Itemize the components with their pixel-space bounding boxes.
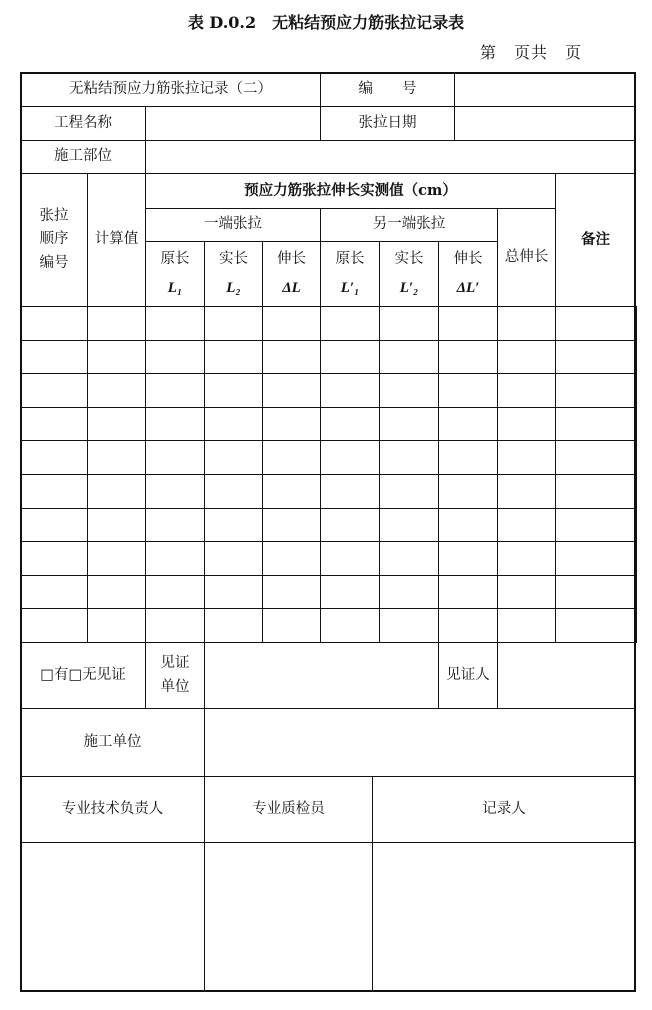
- table-cell[interactable]: [145, 508, 205, 543]
- construction-part-field[interactable]: [145, 140, 636, 174]
- table-cell[interactable]: [497, 407, 556, 442]
- table-cell[interactable]: [262, 541, 321, 576]
- page-number: 第 页共 页: [480, 43, 583, 62]
- table-cell[interactable]: [379, 575, 439, 610]
- sub-column-symbol: L′₂: [399, 279, 419, 296]
- calculated-value-header: 计算值: [87, 173, 146, 307]
- qc-inspector-label: 专业质检员: [204, 776, 373, 843]
- table-cell[interactable]: [379, 373, 439, 408]
- table-cell[interactable]: [438, 541, 498, 576]
- table-cell[interactable]: [555, 508, 637, 543]
- table-cell[interactable]: [204, 541, 263, 576]
- other-end-tension-header: 另一端张拉: [320, 208, 498, 242]
- table-cell[interactable]: [87, 608, 146, 643]
- table-cell[interactable]: [204, 474, 263, 509]
- table-cell[interactable]: [379, 608, 439, 643]
- table-cell[interactable]: [20, 440, 88, 475]
- table-cell[interactable]: [145, 373, 205, 408]
- table-cell[interactable]: [497, 575, 556, 610]
- table-cell[interactable]: [555, 407, 637, 442]
- sequence-label-line: 张拉: [39, 208, 69, 225]
- table-cell[interactable]: [87, 340, 146, 375]
- table-cell[interactable]: [438, 608, 498, 643]
- table-cell[interactable]: [262, 407, 321, 442]
- recorder-signature-field[interactable]: [372, 842, 636, 992]
- table-cell[interactable]: [497, 608, 556, 643]
- sub-column-symbol: L′₁: [340, 279, 360, 296]
- table-cell[interactable]: [204, 407, 263, 442]
- sub-column-label: 伸长: [453, 250, 483, 267]
- total-elongation-header: 总伸长: [497, 208, 556, 307]
- table-cell[interactable]: [20, 340, 88, 375]
- table-cell[interactable]: [438, 407, 498, 442]
- table-cell[interactable]: [555, 440, 637, 475]
- table-cell[interactable]: [87, 407, 146, 442]
- serial-field[interactable]: [454, 72, 636, 107]
- table-cell[interactable]: [497, 373, 556, 408]
- table-cell[interactable]: [379, 541, 439, 576]
- serial-label: 编 号: [320, 72, 455, 107]
- sub-column-header: [379, 241, 439, 307]
- sequence-number-header: [20, 173, 88, 307]
- table-cell[interactable]: [320, 440, 380, 475]
- table-cell[interactable]: [379, 440, 439, 475]
- tech-lead-label: 专业技术负责人: [20, 776, 205, 843]
- sub-column-header: [145, 241, 205, 307]
- tension-date-field[interactable]: [454, 106, 636, 141]
- recorder-label: 记录人: [372, 776, 636, 843]
- table-cell[interactable]: [438, 474, 498, 509]
- sub-column-label: 原长: [160, 250, 190, 267]
- table-cell[interactable]: [320, 608, 380, 643]
- construction-part-label: 施工部位: [20, 140, 146, 174]
- table-cell[interactable]: [204, 373, 263, 408]
- table-cell[interactable]: [497, 440, 556, 475]
- table-cell[interactable]: [438, 508, 498, 543]
- table-cell[interactable]: [145, 575, 205, 610]
- sub-column-label: 伸长: [277, 250, 306, 267]
- table-cell[interactable]: [497, 340, 556, 375]
- witness-unit-field[interactable]: [204, 642, 439, 709]
- table-cell[interactable]: [379, 474, 439, 509]
- table-cell[interactable]: [379, 407, 439, 442]
- table-cell[interactable]: [497, 306, 556, 341]
- table-cell[interactable]: [145, 608, 205, 643]
- table-cell[interactable]: [497, 474, 556, 509]
- table-cell[interactable]: [20, 508, 88, 543]
- table-cell[interactable]: [262, 340, 321, 375]
- table-cell[interactable]: [87, 306, 146, 341]
- table-cell[interactable]: [379, 508, 439, 543]
- table-cell[interactable]: [87, 508, 146, 543]
- table-cell[interactable]: [20, 407, 88, 442]
- table-cell[interactable]: [262, 474, 321, 509]
- sub-column-header: [204, 241, 263, 307]
- remarks-header: 备注: [555, 173, 636, 307]
- table-cell[interactable]: [20, 474, 88, 509]
- table-cell[interactable]: [320, 373, 380, 408]
- table-cell[interactable]: [320, 306, 380, 341]
- table-cell[interactable]: [145, 340, 205, 375]
- table-cell[interactable]: [204, 440, 263, 475]
- sub-column-label: 实长: [219, 250, 248, 267]
- table-cell[interactable]: [145, 306, 205, 341]
- table-cell[interactable]: [87, 440, 146, 475]
- table-cell[interactable]: [555, 474, 637, 509]
- table-cell[interactable]: [262, 508, 321, 543]
- sub-column-symbol: ΔL: [282, 279, 301, 296]
- witness-unit-line: 见证: [160, 655, 190, 672]
- table-cell[interactable]: [555, 575, 637, 610]
- table-cell[interactable]: [204, 575, 263, 610]
- sub-column-label: 实长: [394, 250, 424, 267]
- table-cell[interactable]: [262, 306, 321, 341]
- witness-person-field[interactable]: [497, 642, 636, 709]
- table-cell[interactable]: [320, 508, 380, 543]
- table-cell[interactable]: [20, 306, 88, 341]
- table-cell[interactable]: [87, 575, 146, 610]
- table-cell[interactable]: [497, 508, 556, 543]
- table-cell[interactable]: [262, 608, 321, 643]
- table-cell[interactable]: [320, 474, 380, 509]
- sub-column-header: [262, 241, 321, 307]
- sub-column-header: [320, 241, 380, 307]
- witness-option-checkboxes[interactable]: □有□无见证: [20, 642, 146, 709]
- sub-column-header: [438, 241, 498, 307]
- project-name-label: 工程名称: [20, 106, 146, 141]
- record-title-cell: 无粘结预应力筋张拉记录（二）: [20, 72, 321, 107]
- tension-date-label: 张拉日期: [320, 106, 455, 141]
- table-cell[interactable]: [145, 407, 205, 442]
- table-cell[interactable]: [145, 541, 205, 576]
- table-cell[interactable]: [320, 575, 380, 610]
- table-cell[interactable]: [379, 306, 439, 341]
- table-cell[interactable]: [204, 340, 263, 375]
- sub-column-symbol: L₁: [167, 279, 183, 296]
- table-cell[interactable]: [555, 373, 637, 408]
- construction-unit-field[interactable]: [204, 708, 636, 777]
- construction-unit-label: 施工单位: [20, 708, 205, 777]
- table-cell[interactable]: [204, 306, 263, 341]
- sequence-label-line: 编号: [39, 254, 69, 271]
- table-cell[interactable]: [87, 474, 146, 509]
- tech-lead-signature-field[interactable]: [20, 842, 205, 992]
- one-end-tension-header: 一端张拉: [145, 208, 321, 242]
- table-cell[interactable]: [20, 541, 88, 576]
- table-cell[interactable]: [379, 340, 439, 375]
- table-cell[interactable]: [262, 575, 321, 610]
- table-cell[interactable]: [320, 340, 380, 375]
- table-cell[interactable]: [320, 407, 380, 442]
- sub-column-symbol: L₂: [226, 279, 241, 296]
- project-name-field[interactable]: [145, 106, 321, 141]
- witness-person-label: 见证人: [438, 642, 498, 709]
- table-cell[interactable]: [204, 608, 263, 643]
- table-cell[interactable]: [204, 508, 263, 543]
- table-cell[interactable]: [555, 541, 637, 576]
- measured-elongation-header: 预应力筋张拉伸长实测值（cm）: [145, 173, 556, 209]
- sub-column-label: 原长: [335, 250, 365, 267]
- table-cell[interactable]: [262, 440, 321, 475]
- table-cell[interactable]: [555, 340, 637, 375]
- table-cell[interactable]: [438, 440, 498, 475]
- table-cell[interactable]: [438, 575, 498, 610]
- table-cell[interactable]: [438, 340, 498, 375]
- table-cell[interactable]: [497, 541, 556, 576]
- table-cell[interactable]: [555, 306, 637, 341]
- table-cell[interactable]: [20, 373, 88, 408]
- table-cell[interactable]: [145, 440, 205, 475]
- table-cell[interactable]: [87, 541, 146, 576]
- table-cell[interactable]: [87, 373, 146, 408]
- table-cell[interactable]: [320, 541, 380, 576]
- sequence-label-line: 顺序: [39, 231, 69, 248]
- table-cell[interactable]: [555, 608, 637, 643]
- table-cell[interactable]: [438, 373, 498, 408]
- sub-column-symbol: ΔL′: [456, 279, 480, 296]
- witness-unit-line: 单位: [160, 678, 190, 695]
- table-cell[interactable]: [145, 474, 205, 509]
- table-cell[interactable]: [438, 306, 498, 341]
- qc-inspector-signature-field[interactable]: [204, 842, 373, 992]
- table-cell[interactable]: [20, 608, 88, 643]
- table-cell[interactable]: [20, 575, 88, 610]
- table-cell[interactable]: [262, 373, 321, 408]
- witness-unit-label: [145, 642, 205, 709]
- document-title: 表 D.0.2 无粘结预应力筋张拉记录表: [187, 13, 465, 32]
